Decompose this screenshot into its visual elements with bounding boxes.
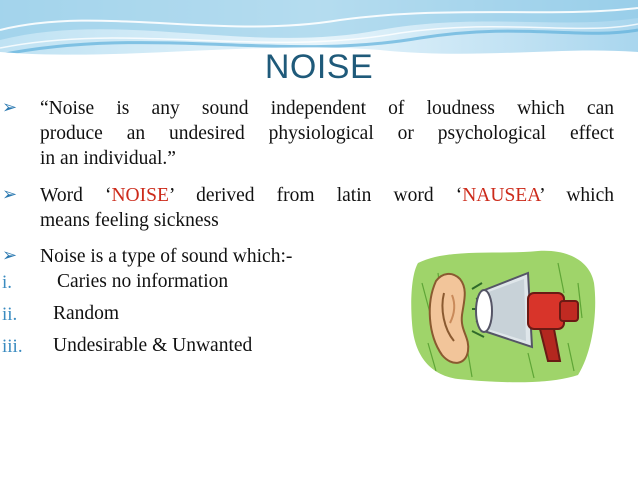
list-number: i. [2, 272, 13, 293]
bullet-arrow-icon: ➢ [2, 184, 18, 204]
ear-megaphone-illustration [408, 243, 598, 388]
list-number: ii. [2, 304, 18, 325]
highlight-noise: NOISE [111, 185, 169, 206]
list-item-text: Undesirable & Unwanted [53, 335, 253, 356]
bullet-1-line-3: in an individual.” [40, 148, 176, 169]
bullet-1-line-1: “Noise is any sound independent of loudness which can [40, 98, 614, 119]
bullet-2-line-2: means feeling sickness [40, 210, 219, 231]
highlight-nausea: NAUSEA [462, 185, 540, 206]
bullet-arrow-icon: ➢ [2, 245, 18, 265]
bullet-3-text: Noise is a type of sound which:- [40, 246, 293, 267]
list-item-text: Caries no information [57, 271, 229, 292]
slide-title: NOISE [264, 48, 374, 86]
bullet-2-line-1: Word ‘NOISE’ derived from latin word ‘NAUSEA’ which [40, 185, 614, 206]
list-item-text: Random [53, 303, 120, 324]
list-number: iii. [2, 336, 23, 357]
bullet-1-line-2: produce an undesired physiological or psychological effect [40, 123, 614, 144]
bullet-arrow-icon: ➢ [2, 97, 18, 117]
